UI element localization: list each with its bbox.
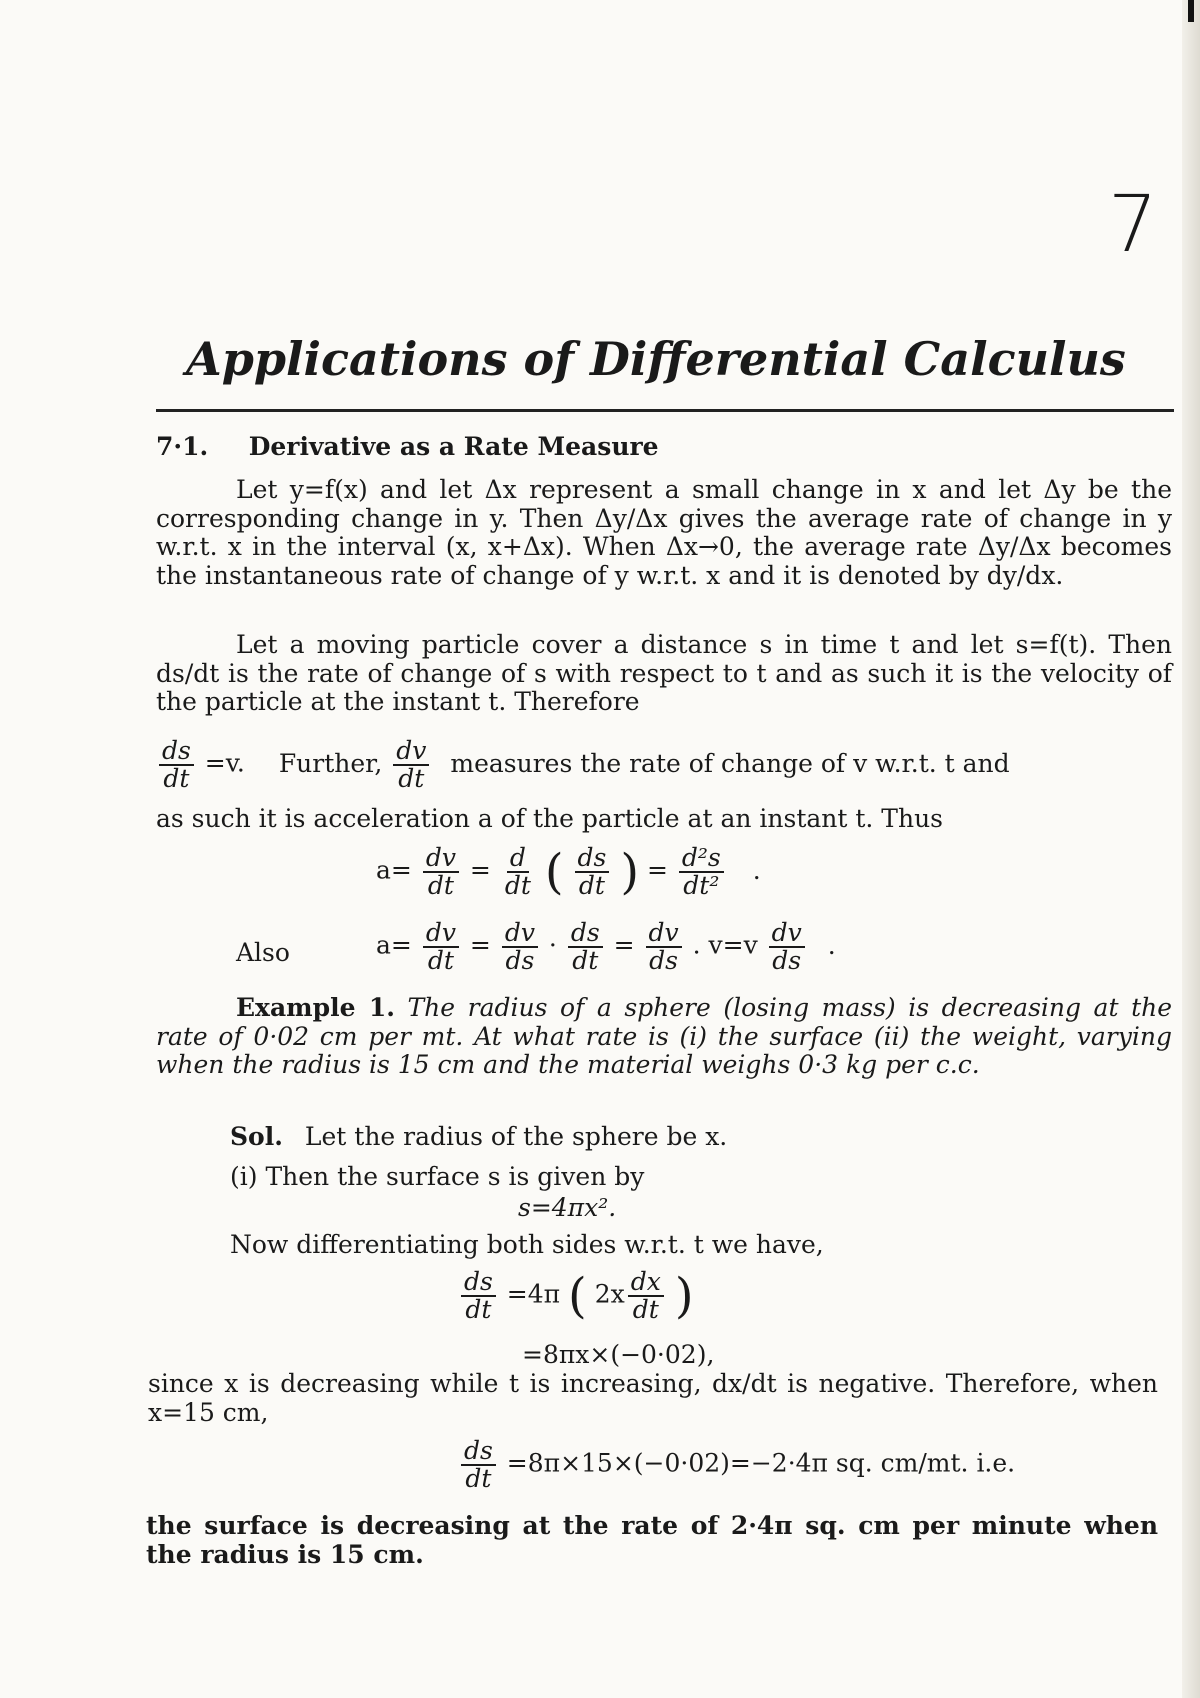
page-edge [1182,0,1200,1698]
also-equation: a= $\frac{dv}{dt}$ = $\frac{dv}{ds}$ · $\frac{ds}{dt}$ = $\frac{dv}{ds}$ . v=v $\frac{dv}{ds}$ . [376,918,836,975]
also-label: Also [236,938,290,967]
derivative-continuation: =8πx×(−0·02), [522,1340,715,1369]
solution-label: Sol. [230,1122,283,1151]
chapter-title: Applications of Differential Calculus [186,332,1126,386]
example-label: Example 1. [236,993,395,1022]
derivative-equation: $\frac{ds}{dt}$ =4π ( 2x $\frac{dx}{dt}$ ) [458,1268,694,1324]
title-rule [156,409,1174,412]
paragraph-velocity: Let a moving particle cover a distance s in time t and let s=f(t). Then ds/dt is the rate of change of s with respect to t and as such it is the velocity of the particle at the instant t. Therefore [156,630,1172,716]
paragraph-definition: Let y=f(x) and let Δx represent a small change in x and let Δy be the corresponding change in y. Then Δy/Δx gives the average rate of change in y w.r.t. x in the interval (x, x+Δx). When Δx→0, the average rate Δy/Δx becomes the instantaneous rate of change of y w.r.t. x and it is denoted by dy/dx. [156,475,1172,590]
ds-dt-fraction: $\frac{ds}{dt}$ [159,738,194,792]
result-equation: $\frac{ds}{dt}$ =8π×15×(−0·02)=−2·4π sq. cm/mt. i.e. [458,1438,1015,1492]
chapter-number: 7 [1108,180,1158,270]
solution-text: Let the radius of the sphere be x. [304,1122,728,1151]
scan-edge-mark [1188,0,1194,22]
further-text: measures the rate of change of v w.r.t. t and [450,748,1010,778]
since-text: since x is decreasing while t is increasing, dx/dt is negative. Therefore, when x=15 cm, [148,1369,1158,1427]
section-title: Derivative as a Rate Measure [248,432,659,461]
solution-line [230,1122,727,1151]
surface-equation: s=4πx². [518,1193,617,1222]
acceleration-text: as such it is acceleration a of the particle at an instant t. Thus [156,804,944,833]
section-heading [156,432,659,461]
acceleration-equation: a= $\frac{dv}{dt}$ = $\frac{d}{dt}$ ( $\frac{ds}{dt}$ ) = $\frac{\text{d²s}}{\text{dt²}}$ . [376,843,761,900]
differentiation-text: Now differentiating both sides w.r.t. t we have, [230,1230,824,1259]
velocity-equation: $\frac{ds}{dt}$ =v. Further, $\frac{dv}{dt}$ measures the rate of change of v w.r.t. t and [156,738,1010,792]
dv-dt-fraction: $\frac{dv}{dt}$ [393,738,429,792]
part-i-text: (i) Then the surface s is given by [230,1162,645,1191]
example-1-statement [156,994,1172,1080]
conclusion-text: the surface is decreasing at the rate of 2·4π sq. cm per minute when the radius is 15 cm. [146,1511,1158,1569]
example-text: The radius of a sphere (losing mass) is decreasing at the rate of 0·02 cm per mt. At what rate is (i) the surface (ii) the weight, varying when the radius is 15 cm and the material weighs 0·3 kg per c.c. [156,993,1173,1079]
section-number: 7·1. [156,432,209,461]
further-label: Further, [278,748,383,778]
